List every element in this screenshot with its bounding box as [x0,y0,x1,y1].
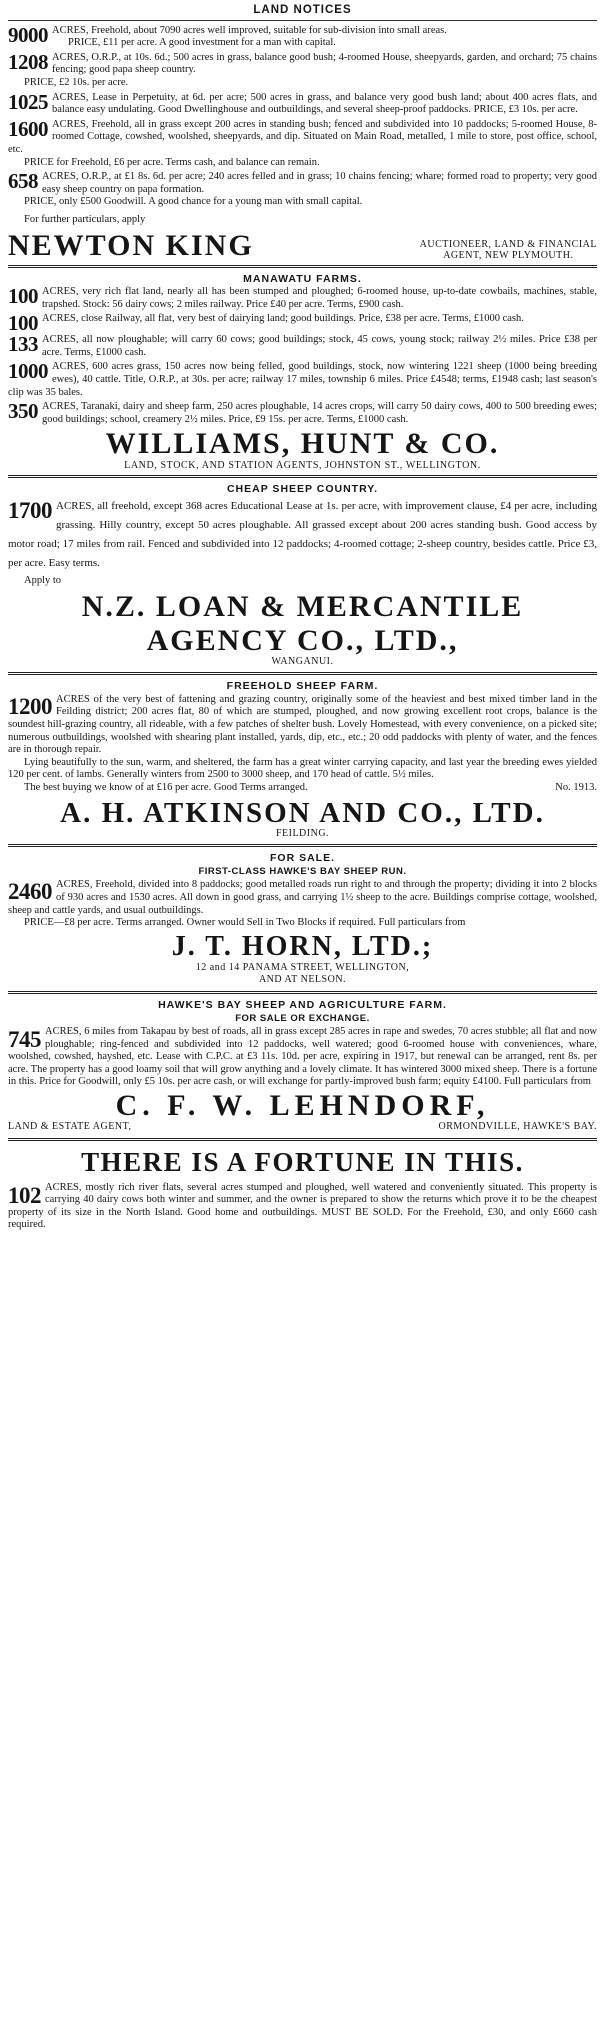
section-title: HAWKE'S BAY SHEEP AND AGRICULTURE FARM. [158,998,447,1011]
hawkes-bay-section [8,999,597,1134]
acreage-number: 1600 [8,116,48,141]
listing-text: ACRES, 6 miles from Takapau by best of roads, all in grass except 285 acres in rape and swedes, 70 acres stubble; all flat and now ploughable; ring-fenced and subdivided into 12 paddocks, well watered; good 6-roomed house with conveniences, whare, woolshed, cowshed, hayshed, etc. Lease with C.P.C. at £3 11s. 10d. per acre, expiring in 1917, but renewal can be arranged, rent 8s. per acre. The property has a good loamy soil that will grow anything and a lovely climate. It has wintered 3000 mixed sheep. There is a fortune in this. Price for Goodwill, only £5 10s. per acre cash, or will exchange for partly-improved bush farm; equity £4100. Full particulars from [8,1026,597,1088]
agent-name: WILLIAMS, HUNT & CO. [105,427,500,461]
apply-text: Apply to [24,575,62,587]
divider [8,20,597,21]
acreage-number: 2460 [8,879,52,905]
agent-name: J. T. HORN, LTD.; [171,930,434,962]
divider [8,672,597,675]
reference-number: No. 1913. [555,781,597,793]
listing [8,116,597,169]
acreage-number: 658 [8,169,38,194]
listing [8,89,597,117]
listing [8,286,597,311]
section-title: FREEHOLD SHEEP FARM. [226,680,379,693]
listing-text [8,782,597,795]
listing-text: PRICE—£8 per acre. Terms arranged. Owner would Sell in Two Blocks if required. Full particulars from [24,917,466,929]
divider [8,991,597,994]
agent-name: NEWTON KING [8,228,254,262]
agent-location: FEILDING. [275,827,330,839]
listing [8,361,597,399]
section-title: FOR SALE. [269,852,335,865]
listing [8,694,597,795]
acreage-number: 1025 [8,89,48,114]
agent-description [420,239,597,261]
listing-text: ACRES of the very best of fattening and grazing country, originally some of the heaviest and best mixed timber land in the Feilding district; 200 acres flat, 80 of which are stumped, ploughed, and now growing excellent root crops, balance is the soundest hill-grazing country, all rideable, with a few patches of shelter bush. Lovely Homestead, with every convenience, on a picked site; numerous outbuildings, woolshed with shearing plant installed, yards, dip, etc., etc.; 20 odd paddocks with plenty of water, and the fences are in thorough repair. [8,693,597,756]
section-subtitle: FIRST-CLASS HAWKE'S BAY SHEEP RUN. [198,865,407,877]
listing [8,49,597,90]
acreage-number: 1000 [8,359,48,384]
acreage-number: 745 [8,1027,41,1053]
acreage-number: 133 [8,332,38,357]
apply-text: For further particulars, apply [24,213,146,225]
listing [8,879,597,929]
listing-text-part: The best buying we know of at £16 per acre. Good Terms arranged. [24,781,308,793]
listing [8,22,597,50]
listing [8,311,597,336]
listing-text: ACRES, very rich flat land, nearly all has been stumped and ploughed; 6-roomed house, up-to-date cowbails, machines, stable, trapshed. Stock: 56 dairy cows; 2 miles railway. Price £40 per acre. Terms, £900 cash. [42,286,597,310]
newspaper-page [8,4,597,2032]
agent-location: WANGANUI. [271,655,334,667]
divider [8,1138,597,1141]
page-heading: LAND NOTICES [253,4,352,16]
agent-desc-line: AGENT, NEW PLYMOUTH. [443,249,574,261]
acreage-number: 102 [8,1182,41,1208]
divider [8,844,597,847]
listing-text: ACRES, O.R.P., at 10s. 6d.; 500 acres in grass, balance good bush; 4-roomed House, sheepyards, garden, and orchard; 75 chains fencing; good papa sheep country. [52,51,597,76]
listing-text: ACRES, close Railway, all flat, very best of dairying land; good buildings. Price, £38 per acre. Terms, £1000 cash. [42,313,524,325]
agent-name: C. F. W. LEHNDORF, [115,1089,490,1123]
divider [8,475,597,478]
listing-text: ACRES, Lease in Perpetuity, at 6d. per acre; 500 acres in grass, and balance very good bush land; about 400 acres flats, and balance easy undulating. Good Dwellinghouse and outbuildings, and several sheep-proof paddocks. PRICE, £3 10s. per acre. [52,91,597,116]
listing-text: ACRES, Freehold, about 7090 acres well improved, suitable for sub-division into small areas. [52,24,447,36]
listing-text: PRICE for Freehold, £6 per acre. Terms cash, and balance can remain. [24,156,320,168]
divider [8,265,597,268]
listing [8,401,597,426]
newton-king-section [8,22,597,262]
acreage-number: 1700 [8,498,52,524]
section-title: MANAWATU FARMS. [243,272,362,285]
listing-text: PRICE, £11 per acre. A good investment for a man with capital. [68,37,336,49]
fortune-section [8,1146,597,1232]
agent-name: N.Z. LOAN & MERCANTILE [81,589,524,623]
listing-text: PRICE, only £500 Goodwill. A good chance for a young man with small capital. [24,196,363,208]
section-title: THERE IS A FORTUNE IN THIS. [81,1146,524,1177]
for-sale-section [8,852,597,987]
section-title: CHEAP SHEEP COUNTRY. [226,483,379,496]
listing [8,1182,597,1232]
manawatu-section [8,273,597,472]
agent-address: 12 and 14 PANAMA STREET, WELLINGTON, [195,961,410,973]
agent-location: ORMONDVILLE, HAWKE'S BAY. [438,1121,597,1133]
listing [8,1026,597,1089]
listing [8,171,597,209]
listing-text: ACRES, all now ploughable; will carry 60 cows; good buildings; stock, 45 cows, young stock; railway 2½ miles. Price £38 per acre. Terms, £1000 cash. [42,334,597,358]
acreage-number: 1200 [8,693,52,719]
freehold-sheep-section [8,680,597,840]
cheap-sheep-section [8,483,597,668]
section-subtitle: FOR SALE OR EXCHANGE. [235,1012,370,1024]
acreage-number: 100 [8,284,38,309]
listing-text: ACRES, 600 acres grass, 150 acres now being felled, good buildings, stock, now wintering 1221 sheep (1000 being breeding ewes), 40 cattle. Title, O.R.P., at 30s. per acre; railway 17 miles, township 6 miles. Price £4548; terms, £1948 cash; last season's clip was 35 bales. [8,361,597,398]
agent-description [8,1121,597,1134]
agent-block [8,228,597,262]
listing-text: ACRES, O.R.P., at £1 8s. 6d. per acre; 240 acres felled and in grass; 10 chains fencing; whare; formed road to property; very good easy sheep country on papa formation. [42,171,597,195]
agent-desc-line: AUCTIONEER, LAND & FINANCIAL [419,238,597,250]
listing-text: ACRES, mostly rich river flats, several acres stumped and ploughed, well watered and conveniently situated. This property is carrying 40 dairy cows both winter and summer, and the owner is prepared to show the returns which prove it to be the cheapest property of its size in the North Island. Good home and outbuildings. MUST BE SOLD. For the Freehold, £30, and only £660 cash required. [8,1181,597,1231]
listing-text: ACRES, Taranaki, dairy and sheep farm, 250 acres ploughable, 14 acres crops, will carry 50 dairy cows, 400 to 500 breeding ewes; good buildings; school, creamery 2½ miles. Price, £9 15s. per acre. Terms, £1000 cash. [42,401,597,425]
listing [8,334,597,359]
listing-text: Lying beautifully to the sun, warm, and sheltered, the farm has a great winter carrying capacity, and last year the breeding ewes yielded 120 per cent. of lambs. Generally winters from 2500 to 3000 sheep, and 170 head of cattle. 5½ miles. [8,756,597,781]
agent-title: LAND & ESTATE AGENT, [8,1121,132,1133]
agent-address: AND AT NELSON. [258,974,347,986]
listing-text: ACRES, all freehold, except 368 acres Educational Lease at 1s. per acre, with improvement clause, £4 per acre, including grassing. Hilly country, except 50 acres ploughable. All grassed except about 200 acres standing bush. Good access by motor road; 17 miles from rail. Fenced and subdivided into 12 paddocks; 4-roomed cottage; 2-sheep country, besides cattle. Price £3, per acre. Easy terms. [8,500,597,570]
listing-text: PRICE, £2 10s. per acre. [24,76,129,88]
agent-description: LAND, STOCK, AND STATION AGENTS, JOHNSTON ST., WELLINGTON. [124,460,481,472]
listing-text: ACRES, Freehold, divided into 8 paddocks; good metalled roads run right to and through the property; dividing it into 2 blocks of 930 acres and 1530 acres. All down in good grass, and carrying 1½ sheep to the acre. Buildings comprise cottage, woolshed, sheep and cattle yards, and usual outbuildings. [8,879,597,916]
acreage-number: 350 [8,399,38,424]
acreage-number: 9000 [8,22,48,47]
acreage-number: 100 [8,311,38,336]
acreage-number: 1208 [8,49,48,74]
agent-name-line-2: AGENCY CO., LTD., [146,623,459,657]
agent-name: A. H. ATKINSON AND CO., LTD. [60,796,545,829]
listing [8,497,597,573]
listing-text: ACRES, Freehold, all in grass except 200 acres in standing bush; fenced and subdivided into 10 paddocks; 5-roomed House, 8-roomed Cottage, cowshed, woolshed, sheepyards, and dip. Situated on Main Road, metalled, 1 mile to store, post office, school, etc. [8,118,597,155]
